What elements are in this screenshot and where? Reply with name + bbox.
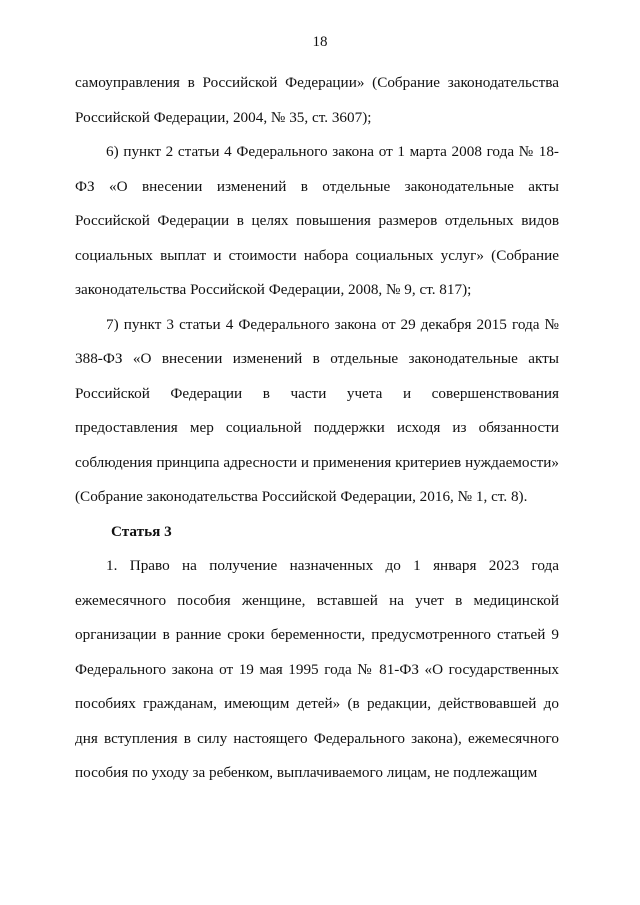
paragraph-item-6: 6) пункт 2 статьи 4 Федерального закона от 1 марта 2008 года № 18-ФЗ «О внесении изменений в отдельные законодательные акты Российской Федерации в целях повышения размеров отдельных видов социальных выплат и стоимости набора социальных услуг» (Собрание законодательства Российской Федерации, 2008, № 9, ст. 817); — [75, 143, 559, 298]
document-body — [75, 66, 559, 791]
paragraph-item-7: 7) пункт 3 статьи 4 Федерального закона от 29 декабря 2015 года № 388-ФЗ «О внесении изменений в отдельные законодательные акты Российской Федерации в части учета и совершенствования предоставления мер социальной поддержки исходя из обязанности соблюдения принципа адресности и применения критериев нуждаемости» (Собрание законодательства Российской Федерации, 2016, № 1, ст. 8). — [75, 315, 559, 505]
paragraph-article-3-part-1: 1. Право на получение назначенных до 1 января 2023 года ежемесячного пособия женщине, вставшей на учет в медицинской организации в ранние сроки беременности, предусмотренного статьей 9 Федерального закона от 19 мая 1995 года № 81-ФЗ «О государственных пособиях гражданам, имеющим детей» (в редакции, действовавшей до дня вступления в силу настоящего Федерального закона), ежемесячного пособия по уходу за ребенком, выплачиваемого лицам, не подлежащим — [75, 557, 559, 781]
article-heading: Статья 3 — [111, 522, 172, 540]
paragraph-continuation: самоуправления в Российской Федерации» (Собрание законодательства Российской Федерации, 2004, № 35, ст. 3607); — [75, 74, 559, 126]
page-number: 18 — [312, 34, 328, 50]
